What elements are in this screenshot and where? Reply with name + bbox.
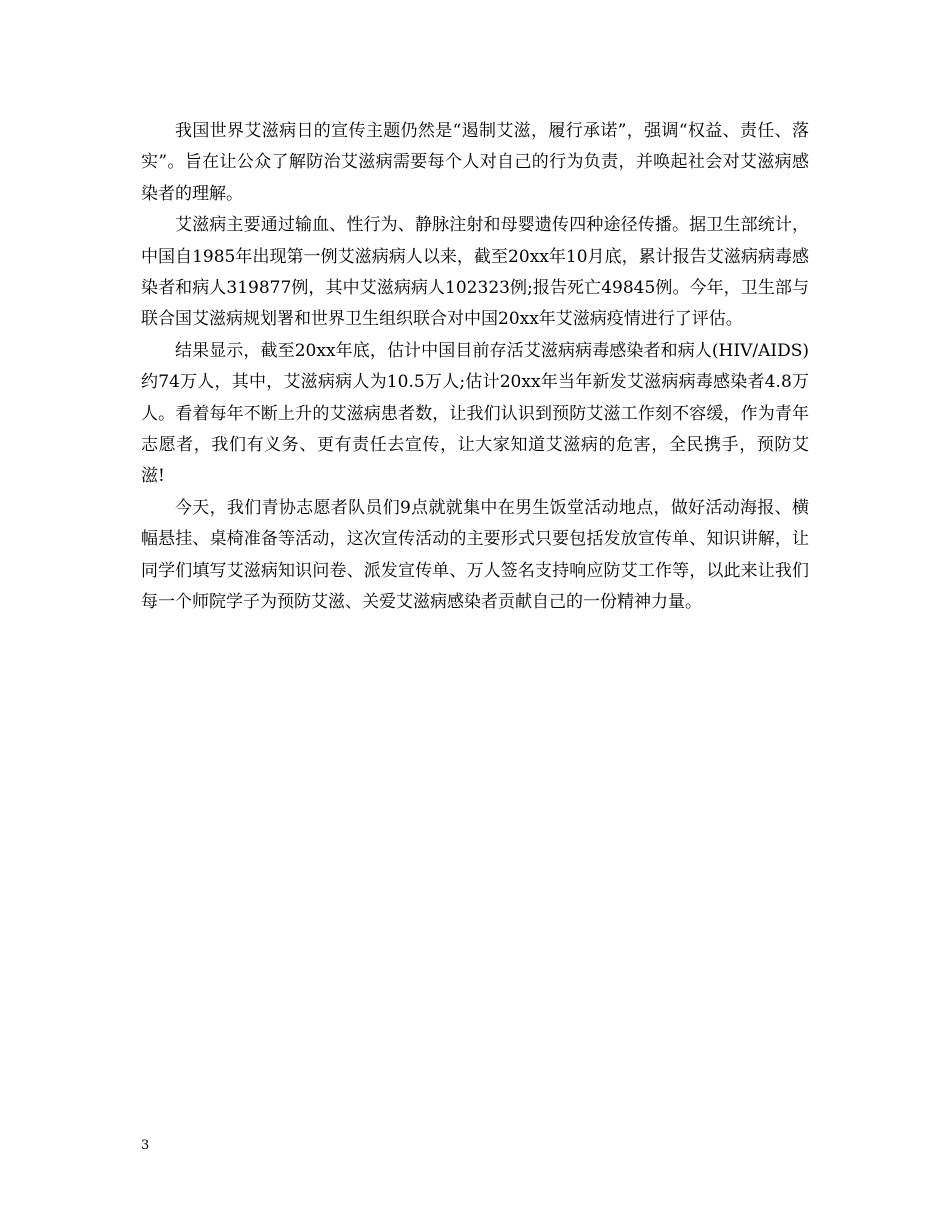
paragraph-2: 艾滋病主要通过输血、性行为、静脉注射和母婴遗传四种途径传播。据卫生部统计，中国自1985年出现第一例艾滋病病人以来，截至20xx年10月底，累计报告艾滋病病毒感染者和病人319877例，其中艾滋病病人102323例;报告死亡49845例。今年，卫生部与联合国艾滋病规划署和世界卫生组织联合对中国20xx年艾滋病疫情进行了评估。 (141, 215, 809, 330)
page-number: 3 (141, 1138, 150, 1153)
paragraph-1: 我国世界艾滋病日的宣传主题仍然是“遏制艾滋，履行承诺”，强调“权益、责任、落实”。旨在让公众了解防治艾滋病需要每个人对自己的行为负责，并唤起社会对艾滋病感染者的理解。 (141, 121, 809, 204)
paragraph-3: 结果显示，截至20xx年底，估计中国目前存活艾滋病病毒感染者和病人(HIV/AIDS)约74万人，其中，艾滋病病人为10.5万人;估计20xx年当年新发艾滋病病毒感染者4.8万人。看着每年不断上升的艾滋病患者数，让我们认识到预防艾滋工作刻不容缓，作为青年志愿者，我们有义务、更有责任去宣传，让大家知道艾滋病的危害，全民携手，预防艾滋! (141, 340, 809, 487)
paragraph-4: 今天，我们青协志愿者队员们9点就就集中在男生饭堂活动地点，做好活动海报、横幅悬挂、桌椅准备等活动，这次宣传活动的主要形式只要包括发放宣传单、知识讲解，让同学们填写艾滋病知识问卷、派发宣传单、万人签名支持响应防艾工作等，以此来让我们每一个师院学子为预防艾滋、关爱艾滋病感染者贡献自己的一份精神力量。 (141, 497, 809, 613)
document-body (141, 116, 809, 619)
